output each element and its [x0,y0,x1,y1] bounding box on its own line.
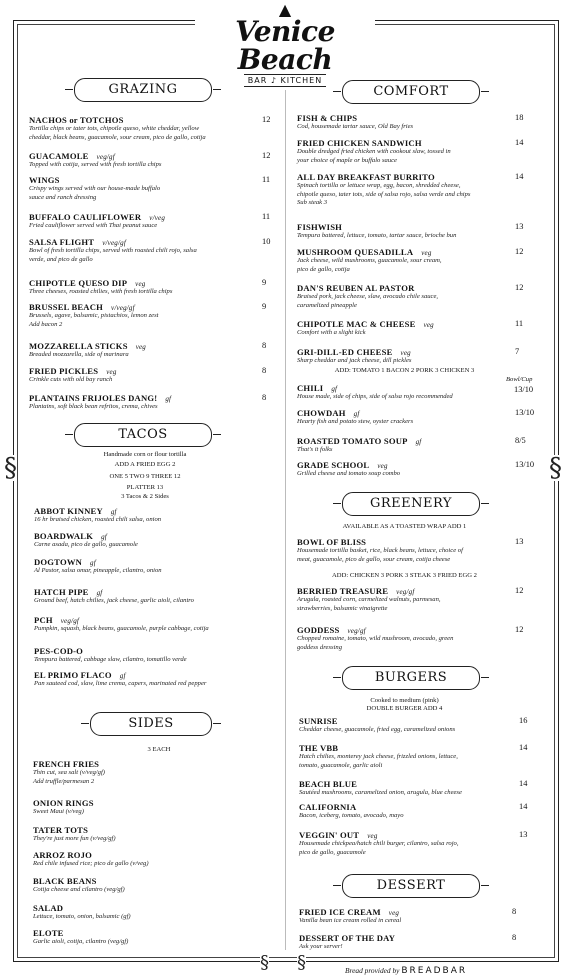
section-note[interactable]: ADD: CHICKEN 3 PORK 3 STEAK 3 FRIED EGG 2 [332,572,477,579]
item-name: BERRIED TREASURE veg/gf [297,586,415,596]
menu-item[interactable] [297,283,512,310]
menu-item[interactable] [34,587,274,606]
brand-subtitle: BAR ♪ KITCHEN [195,76,375,85]
item-description: Double dredged fried chicken with cookout slaw, tossed in [297,148,451,155]
diet-tag: veg/gf [396,588,415,596]
item-name: ARROZ ROJO [33,850,93,860]
item-price[interactable]: 12 [515,283,524,292]
item-description: Three cheeses, roasted chilies, with fresh tortilla chips [29,288,173,295]
item-name: DESSERT OF THE DAY [299,933,396,943]
item-name: CALIFORNIA [299,802,357,812]
item-price[interactable]: 13 [515,537,524,546]
menu-item[interactable] [297,436,512,455]
item-price[interactable]: 12 [515,247,524,256]
item-description: Ask your server! [299,943,343,950]
item-price[interactable]: 8 [262,341,267,350]
item-description: goddess dressing [297,643,342,651]
item-name: PES-COD-O [34,646,84,656]
diet-tag: veg/gf [347,627,366,635]
item-price[interactable]: 11 [262,212,271,221]
item-price[interactable]: Bowl/Cup [506,376,533,383]
item-price[interactable]: 8 [262,366,267,375]
item-description: Hearty fish and potato stew, oyster crackers [297,418,414,425]
section-header[interactable]: GREENERY [342,492,480,516]
diet-tag: veg/gf [60,617,80,625]
item-name: CHILI gf [297,383,338,393]
item-name: ELOTE [33,928,64,938]
menu-item[interactable] [33,798,273,817]
diet-tag: gf [353,410,360,418]
menu-item[interactable] [297,222,512,241]
menu-item[interactable] [297,537,512,564]
item-description: Arugula, roasted corn, carmelized walnuts, parmesan, [297,596,441,603]
menu-item[interactable] [297,319,512,338]
item-description: They're just more fun (v/veg/gf) [33,835,116,842]
menu-item[interactable] [297,586,512,613]
diet-tag: gf [96,589,103,597]
right-swirl-ornament: § [549,453,562,483]
brand-name: Venice Beach [235,15,335,76]
item-description: Comfort with a slight kick [297,329,366,336]
venice-beach-logo [195,0,375,85]
item-description: Tempura battered, lettuce, tomato, tartar sauce, brioche bun [297,232,457,239]
section-note[interactable]: DOUBLE BURGER ADD 4 [366,705,443,712]
item-description: caramelized pineapple [297,301,357,309]
item-description: 16 hr braised chicken, roasted chili salsa, onion [34,516,162,523]
item-price[interactable]: 13/10 [515,460,535,469]
item-description: Cotija cheese and cilantro (veg/gf) [33,886,125,893]
item-description: Brussels, agave, balsamic, pistachios, lemon zest [29,312,159,319]
item-description: Crispy wings served with our house-made buffalo [29,185,161,192]
section-note[interactable]: PLATTER 13 [126,484,164,491]
item-description: Housemade tortilla basket, rice, black beans, lettuce, choice of [297,547,463,554]
diet-tag: veg/gf [96,153,115,161]
item-name: FRIED PICKLES veg [29,366,117,376]
item-description: Pumpkin, squash, black beans, guacamole, purple cabbage, cotija [34,625,209,632]
menu-item[interactable] [297,383,512,402]
item-description: Carne asada, pico de gallo, guacamole [34,541,138,548]
item-description: Tortilla chips or tater tots, chipotle queso, white cheddar, yellow [29,125,200,132]
menu-item[interactable] [299,779,514,798]
diet-tag: v/veg/gf [111,304,135,312]
item-price[interactable]: 11 [515,319,524,328]
menu-item[interactable] [29,151,261,170]
item-description: Tempura battered, cabbage slaw, cilantro, tomatillo verde [34,656,187,663]
section-note[interactable]: 3 Tacos & 2 Sides [121,493,169,500]
item-description: Al Pastor, salsa omar, pineapple, cilantro, onion [34,567,162,574]
item-description: House made, side of chips, side of salsa rojo recommended [297,393,453,400]
diet-tag: veg [367,832,378,840]
item-description: Cheddar cheese, guacamole, fried egg, caramelized onions [299,726,456,733]
menu-item[interactable] [34,531,274,550]
item-name: PCH veg/gf [34,615,80,625]
item-price[interactable]: 8/5 [515,436,526,445]
item-price[interactable]: 14 [519,802,528,811]
left-swirl-ornament: § [4,453,17,483]
item-name: DAN'S REUBEN AL PASTOR [297,283,415,293]
item-description: strawberries, balsamic vinaigrette [297,604,388,612]
item-description: Chopped romaine, tomato, wild mushroom, avocado, green [297,635,454,642]
item-description: Grilled cheese and tomato soup combo [297,470,401,477]
item-description: Plantains, soft black bean refritos, crema, chives [29,403,158,410]
section-note[interactable]: 3 EACH [147,746,171,753]
diet-tag: veg [135,280,146,288]
item-description: Pan sauteed cod, slaw, lime crema, capers, marinated red pepper [34,680,207,687]
menu-item[interactable] [297,460,512,479]
item-description: pico de gallo, cotija [297,265,350,273]
item-price[interactable]: 12 [262,151,271,160]
item-price[interactable]: 14 [519,743,528,752]
item-description: Jack cheese, wild mushrooms, guacamole, sour cream, [297,257,442,264]
menu-item[interactable] [299,830,514,857]
menu-item[interactable] [33,876,273,895]
section-note[interactable]: AVAILABLE AS A TOASTED WRAP ADD 1 [342,523,467,530]
item-description: That's it folks [297,446,333,453]
item-price[interactable]: 10 [262,237,271,246]
item-price[interactable]: 18 [515,113,524,122]
item-price[interactable]: 14 [519,779,528,788]
item-description: cheddar, black beans, guacamole, sour cream, pico de gallo, cotija [29,133,206,141]
bottom-left-swirl-ornament: § [260,950,269,976]
item-name: BRUSSEL BEACH v/veg/gf [29,302,135,312]
item-name: NACHOS or TOTCHOS [29,115,124,125]
item-name: CHIPOTLE MAC & CHEESE veg [297,319,434,329]
menu-item[interactable] [297,347,512,366]
item-price[interactable]: 9 [262,278,267,287]
item-name: HATCH PIPE gf [34,587,103,597]
item-description: Sautéed mushrooms, caramelized onion, arugula, blue cheese [299,789,462,796]
item-description: Bowl of fresh tortilla chips, served with roasted chili rojo, salsa [29,247,197,254]
item-description: Add bacon 2 [29,320,63,328]
item-name: FRIED ICE CREAM veg [299,907,400,917]
breadbar-brand: BREADBAR [401,966,468,976]
item-description: Garlic aioli, cotija, cilantro (veg/gf) [33,938,129,945]
diet-tag: gf [415,438,422,446]
diet-tag: gf [90,559,96,567]
item-name: FRENCH FRIES [33,759,100,769]
item-description: Thin cut, sea salt (v/veg/gf) [33,769,105,776]
menu-item[interactable] [299,802,514,821]
item-name: BOWL OF BLISS [297,537,367,547]
menu-item[interactable] [29,341,261,360]
item-description: verde, and pico de gallo [29,255,93,263]
menu-item[interactable] [29,278,261,297]
item-description: meat, guacamole, pico de gallo, sour cream, cotija cheese [297,555,451,563]
menu-item[interactable] [29,302,261,329]
section-note[interactable]: ADD: TOMATO 1 BACON 2 PORK 3 CHICKEN 3 [334,367,475,374]
item-description: your choice of maple or buffalo sauce [297,156,397,164]
section-header[interactable]: BURGERS [342,666,480,690]
item-description: Hatch chilies, monterey jack cheese, frizzled onions, lettuce, [299,753,458,760]
item-description: Breaded mozzarella, side of marinara [29,351,129,358]
diet-tag: gf [165,395,172,403]
section-note[interactable]: ONE 5 TWO 9 THREE 12 [109,473,181,480]
diet-tag: veg [388,909,400,917]
diet-tag: veg [423,321,434,329]
item-name: WINGS [29,175,60,185]
item-name: SALAD [33,903,64,913]
item-name: SUNRISE [299,716,338,726]
menu-item[interactable] [33,825,273,844]
item-description: Housemade chickpea/hatch chili burger, cilantro, salsa rojo, [299,840,459,847]
menu-item[interactable] [34,646,274,665]
diet-tag: gf [119,672,126,680]
column-divider [285,90,286,950]
diet-tag: v/veg/gf [102,239,126,247]
menu-item[interactable] [297,172,512,208]
menu-item[interactable] [297,138,512,165]
bread-credit: Bread provided by BREADBAR [345,966,468,976]
diet-tag: v/veg [149,214,166,222]
item-price[interactable]: 9 [262,302,267,311]
item-name: MOZZARELLA STICKS veg [29,341,147,351]
item-name: FISHWISH [297,222,343,232]
item-description: Sweet Maui (v/veg) [33,808,84,815]
item-name: SALSA FLIGHT v/veg/gf [29,237,126,247]
item-name: ROASTED TOMATO SOUP gf [297,436,422,446]
item-name: ALL DAY BREAKFAST BURRITO [297,172,435,182]
item-price[interactable]: 8 [512,933,517,942]
menu-item[interactable] [299,933,517,952]
section-header[interactable]: SIDES [90,712,212,736]
diet-tag: veg [135,343,147,351]
menu-item[interactable] [33,903,273,922]
menu-item[interactable] [34,506,274,525]
item-price[interactable]: 12 [262,115,271,124]
section-header[interactable]: GRAZING [74,78,212,102]
menu-item[interactable] [299,907,517,926]
item-description: Red chile infused rice; pico de gallo (v/veg) [33,860,149,867]
item-description: Vanilla bean ice cream rolled in cereal [299,917,402,924]
menu-item[interactable] [34,557,274,576]
menu-item[interactable] [34,615,274,634]
hat-icon: ▲ [278,0,292,19]
menu-item[interactable] [297,113,512,132]
menu-item[interactable] [297,247,512,274]
item-price[interactable]: 8 [512,907,517,916]
item-description: tomato, guacamole, garlic aioli [299,761,383,769]
item-description: Add truffle/parmesan 2 [33,777,95,785]
section-header[interactable]: COMFORT [342,80,480,104]
item-description: Ground beef, hatch chilies, jack cheese, garlic aioli, cilantro [34,597,194,604]
item-name: ABBOT KINNEY gf [34,506,117,516]
item-price[interactable]: 7 [515,347,520,356]
item-description: Crinkle cuts with old bay ranch [29,376,113,383]
item-price[interactable]: 13 [515,222,524,231]
item-price[interactable]: 16 [519,716,528,725]
section-note[interactable]: ADD A FRIED EGG 2 [114,461,176,468]
item-description: Sub steak 3 [297,199,328,207]
item-name: VEGGIN' OUT veg [299,830,378,840]
diet-tag: gf [101,533,107,541]
menu-item[interactable] [297,408,512,427]
bottom-right-swirl-ornament: § [297,950,306,976]
item-name: THE VBB [299,743,339,753]
item-description: Lettuce, tomato, onion, balsamic (gf) [33,913,131,920]
menu-item[interactable] [33,759,273,786]
diet-tag: veg [421,249,432,257]
item-name: MUSHROOM QUESADILLA veg [297,247,432,257]
menu-item[interactable] [299,716,514,735]
diet-tag: veg [106,368,117,376]
diet-tag: veg [400,349,411,357]
section-header[interactable]: TACOS [74,423,212,447]
item-name: GODDESS veg/gf [297,625,366,635]
item-name: TATER TOTS [33,825,89,835]
item-name: DOGTOWN gf [34,557,96,567]
menu-item[interactable] [33,850,273,869]
menu-item[interactable] [299,743,514,770]
item-name: PLANTAINS FRIJOLES DANG! gf [29,393,172,403]
item-name: FISH & CHIPS [297,113,358,123]
item-name: BOARDWALK gf [34,531,107,541]
item-description: Topped with cotija, served with fresh tortilla chips [29,161,162,168]
item-price[interactable]: 8 [262,393,267,402]
item-description: Sharp cheddar and jack cheese, dill pickles [297,357,412,364]
item-description: pico de gallo, guacamole [299,848,366,856]
item-name: ONION RINGS [33,798,94,808]
item-price[interactable]: 14 [515,172,524,181]
item-name: EL PRIMO FLACO gf [34,670,126,680]
chili-price[interactable]: 13/10 [514,385,534,394]
item-name: GRI-DILL-ED CHEESE veg [297,347,411,357]
item-price[interactable]: 12 [515,586,524,595]
item-name: CHIPOTLE QUESO DIP veg [29,278,146,288]
diet-tag: gf [331,385,338,393]
item-price[interactable]: 11 [262,175,271,184]
menu-item[interactable] [33,928,273,947]
item-description: sauce and ranch dressing [29,193,97,201]
item-description: Cod, housemade tartar sauce, Old Bay fries [297,123,414,130]
menu-item[interactable] [34,670,274,689]
item-price[interactable]: 12 [515,625,524,634]
item-name: GRADE SCHOOL veg [297,460,388,470]
item-name: FRIED CHICKEN SANDWICH [297,138,422,148]
item-description: Spinach tortilla or lettuce wrap, egg, bacon, shredded cheese, [297,182,461,189]
menu-item[interactable] [29,393,261,412]
item-name: BUFFALO CAULIFLOWER v/veg [29,212,166,222]
diet-tag: veg [377,462,388,470]
item-description: Bacon, iceberg, tomato, avocado, mayo [299,812,404,819]
menu-item[interactable] [297,625,512,652]
menu-item[interactable] [29,366,261,385]
item-name: CHOWDAH gf [297,408,360,418]
item-name: BLACK BEANS [33,876,97,886]
menu-item[interactable] [29,115,261,142]
item-description: Braised pork, jack cheese, slaw, avocado chile sauce, [297,293,439,300]
menu-item[interactable] [29,175,261,202]
item-description: chipotle queso, tater tots, side of salsa rojo, salsa verde and chips [297,190,471,198]
item-description: Fried cauliflower served with Thai peanut sauce [29,222,158,229]
menu-item[interactable] [29,212,261,231]
menu-item[interactable] [29,237,261,264]
section-header[interactable]: DESSERT [342,874,480,898]
item-price[interactable]: 14 [515,138,524,147]
item-name: GUACAMOLE veg/gf [29,151,115,161]
section-note[interactable]: Handmade corn or flour tortilla [103,451,187,458]
item-price[interactable]: 13/10 [515,408,535,417]
item-name: BEACH BLUE [299,779,358,789]
section-note[interactable]: Cooked to medium (pink) [370,697,439,704]
item-price[interactable]: 13 [519,830,528,839]
diet-tag: gf [110,508,117,516]
